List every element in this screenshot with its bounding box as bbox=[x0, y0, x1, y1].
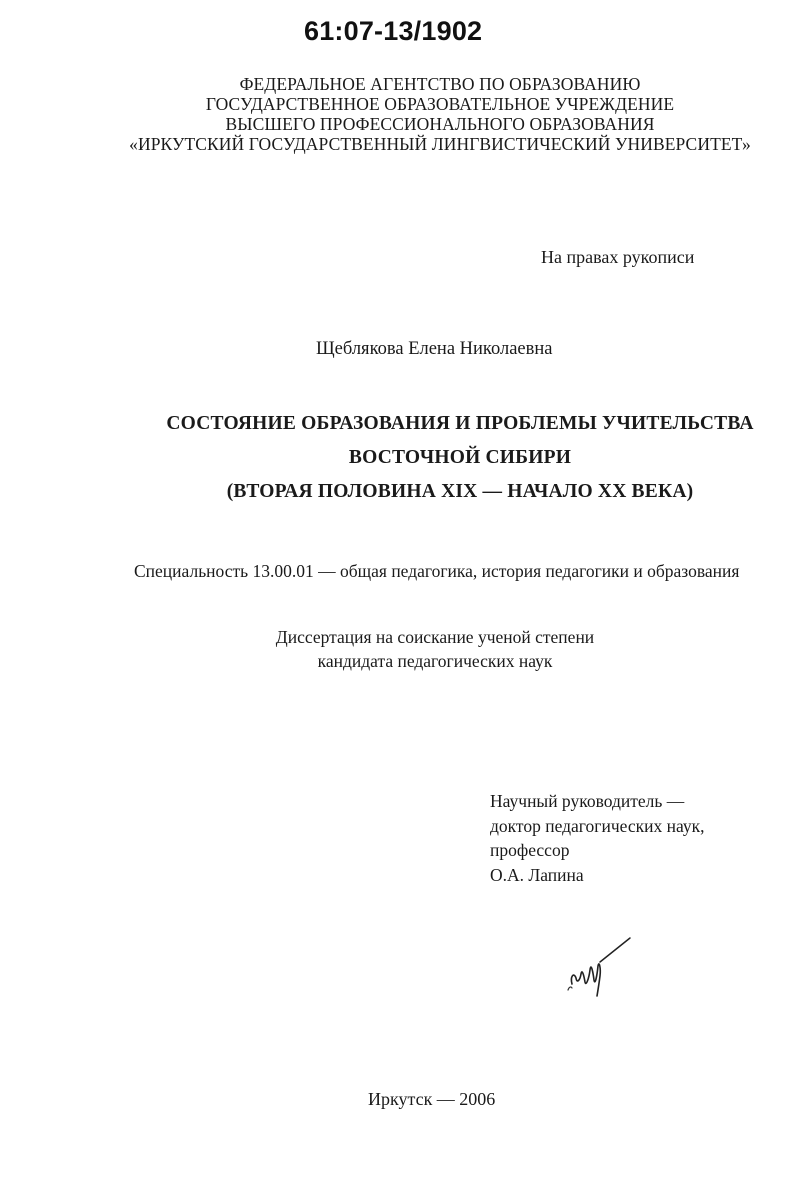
handwritten-signature bbox=[560, 932, 640, 1002]
degree-line: Диссертация на соискание ученой степени bbox=[275, 627, 595, 647]
organization-line: «ИРКУТСКИЙ ГОСУДАРСТВЕННЫЙ ЛИНГВИСТИЧЕСКИЙ УНИВЕРСИТЕТ» bbox=[129, 134, 751, 154]
dissertation-title bbox=[140, 407, 780, 509]
supervisor-line: доктор педагогических наук, bbox=[490, 815, 705, 836]
degree-line: кандидата педагогических наук bbox=[317, 651, 553, 671]
title-line: (ВТОРАЯ ПОЛОВИНА XIX — НАЧАЛО XX ВЕКА) bbox=[226, 481, 694, 502]
supervisor-line: О.А. Лапина bbox=[490, 864, 584, 885]
title-line: ВОСТОЧНОЙ СИБИРИ bbox=[348, 447, 572, 468]
organization-line: ФЕДЕРАЛЬНОЕ АГЕНТСТВО ПО ОБРАЗОВАНИЮ bbox=[239, 74, 641, 94]
supervisor-block bbox=[490, 789, 704, 887]
supervisor-line: профессор bbox=[490, 840, 570, 860]
organization-line: ВЫСШЕГО ПРОФЕССИОНАЛЬНОГО ОБРАЗОВАНИЯ bbox=[225, 114, 655, 134]
title-line: СОСТОЯНИЕ ОБРАЗОВАНИЯ И ПРОБЛЕМЫ УЧИТЕЛЬСТВА bbox=[166, 413, 754, 434]
organization-line: ГОСУДАРСТВЕННОЕ ОБРАЗОВАТЕЛЬНОЕ УЧРЕЖДЕНИЕ bbox=[205, 94, 675, 114]
rights-note: На правах рукописи bbox=[541, 247, 695, 267]
registry-number: 61:07-13/1902 bbox=[304, 16, 483, 46]
author-name: Щеблякова Елена Николаевна bbox=[316, 339, 553, 359]
degree-statement bbox=[0, 625, 792, 673]
supervisor-line: Научный руководитель — bbox=[490, 791, 685, 811]
specialty-line: Специальность 13.00.01 — общая педагогика, история педагогики и образования bbox=[134, 561, 740, 581]
place-and-year: Иркутск — 2006 bbox=[368, 1089, 496, 1109]
organization-header bbox=[0, 74, 792, 154]
